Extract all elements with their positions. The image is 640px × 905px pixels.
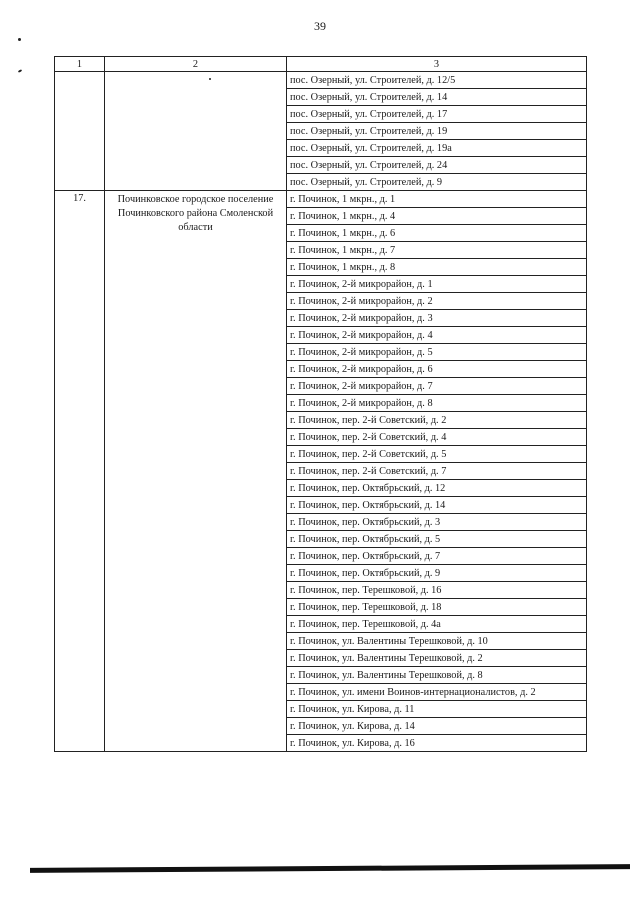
settlement-cell-empty [105, 72, 287, 191]
address-cell: г. Починок, пер. Октябрьский, д. 14 [287, 497, 587, 514]
address-cell: пос. Озерный, ул. Строителей, д. 17 [287, 106, 587, 123]
address-cell: пос. Озерный, ул. Строителей, д. 19 [287, 123, 587, 140]
address-cell: г. Починок, ул. Кирова, д. 11 [287, 701, 587, 718]
address-cell: г. Починок, пер. Терешковой, д. 16 [287, 582, 587, 599]
address-cell: г. Починок, 2-й микрорайон, д. 7 [287, 378, 587, 395]
address-cell: г. Починок, пер. Октябрьский, д. 9 [287, 565, 587, 582]
address-cell: г. Починок, пер. 2-й Советский, д. 5 [287, 446, 587, 463]
header-row [55, 57, 587, 72]
address-cell: пос. Озерный, ул. Строителей, д. 14 [287, 89, 587, 106]
address-cell: пос. Озерный, ул. Строителей, д. 19а [287, 140, 587, 157]
address-cell: г. Починок, 2-й микрорайон, д. 4 [287, 327, 587, 344]
address-cell: г. Починок, 2-й микрорайон, д. 8 [287, 395, 587, 412]
table-row [55, 72, 587, 89]
table-body [55, 72, 587, 752]
address-cell: г. Починок, 1 мкрн., д. 4 [287, 208, 587, 225]
address-cell: г. Починок, 2-й микрорайон, д. 5 [287, 344, 587, 361]
page-number: 39 [314, 19, 326, 33]
address-cell: г. Починок, пер. Терешковой, д. 18 [287, 599, 587, 616]
address-cell: г. Починок, ул. Кирова, д. 16 [287, 735, 587, 752]
table-row [55, 191, 587, 208]
address-cell: г. Починок, пер. 2-й Советский, д. 2 [287, 412, 587, 429]
page-bottom-bar [30, 864, 630, 873]
settlement-name: Починковское городское поселение Починковского района Смоленской области [105, 191, 287, 752]
address-cell: г. Починок, ул. Валентины Терешковой, д. 2 [287, 650, 587, 667]
address-cell: г. Починок, ул. Валентины Терешковой, д. 10 [287, 633, 587, 650]
address-cell: пос. Озерный, ул. Строителей, д. 24 [287, 157, 587, 174]
address-cell: г. Починок, ул. Валентины Терешковой, д. 8 [287, 667, 587, 684]
address-cell: г. Починок, 2-й микрорайон, д. 2 [287, 293, 587, 310]
address-cell: г. Починок, ул. имени Воинов-интернационалистов, д. 2 [287, 684, 587, 701]
address-cell: г. Починок, пер. Октябрьский, д. 3 [287, 514, 587, 531]
column-header-1: 1 [55, 57, 105, 72]
address-cell: пос. Озерный, ул. Строителей, д. 9 [287, 174, 587, 191]
entry-number: 17. [55, 191, 105, 752]
address-cell: г. Починок, пер. Октябрьский, д. 5 [287, 531, 587, 548]
address-cell: г. Починок, ул. Кирова, д. 14 [287, 718, 587, 735]
address-cell: г. Починок, пер. Терешковой, д. 4а [287, 616, 587, 633]
scan-speck [18, 38, 21, 41]
address-cell: г. Починок, пер. Октябрьский, д. 7 [287, 548, 587, 565]
address-cell: г. Починок, 2-й микрорайон, д. 1 [287, 276, 587, 293]
scan-speck [209, 78, 211, 80]
address-cell: г. Починок, пер. 2-й Советский, д. 7 [287, 463, 587, 480]
address-cell: г. Починок, пер. Октябрьский, д. 12 [287, 480, 587, 497]
address-cell: г. Починок, 2-й микрорайон, д. 3 [287, 310, 587, 327]
address-cell: пос. Озерный, ул. Строителей, д. 12/5 [287, 72, 587, 89]
address-cell: г. Починок, 1 мкрн., д. 1 [287, 191, 587, 208]
address-table [54, 56, 587, 752]
number-cell-empty [55, 72, 105, 191]
address-cell: г. Починок, 1 мкрн., д. 8 [287, 259, 587, 276]
column-header-3: 3 [287, 57, 587, 72]
address-cell: г. Починок, пер. 2-й Советский, д. 4 [287, 429, 587, 446]
address-cell: г. Починок, 1 мкрн., д. 7 [287, 242, 587, 259]
address-cell: г. Починок, 1 мкрн., д. 6 [287, 225, 587, 242]
scan-speck [18, 69, 22, 73]
column-header-2: 2 [105, 57, 287, 72]
address-cell: г. Починок, 2-й микрорайон, д. 6 [287, 361, 587, 378]
